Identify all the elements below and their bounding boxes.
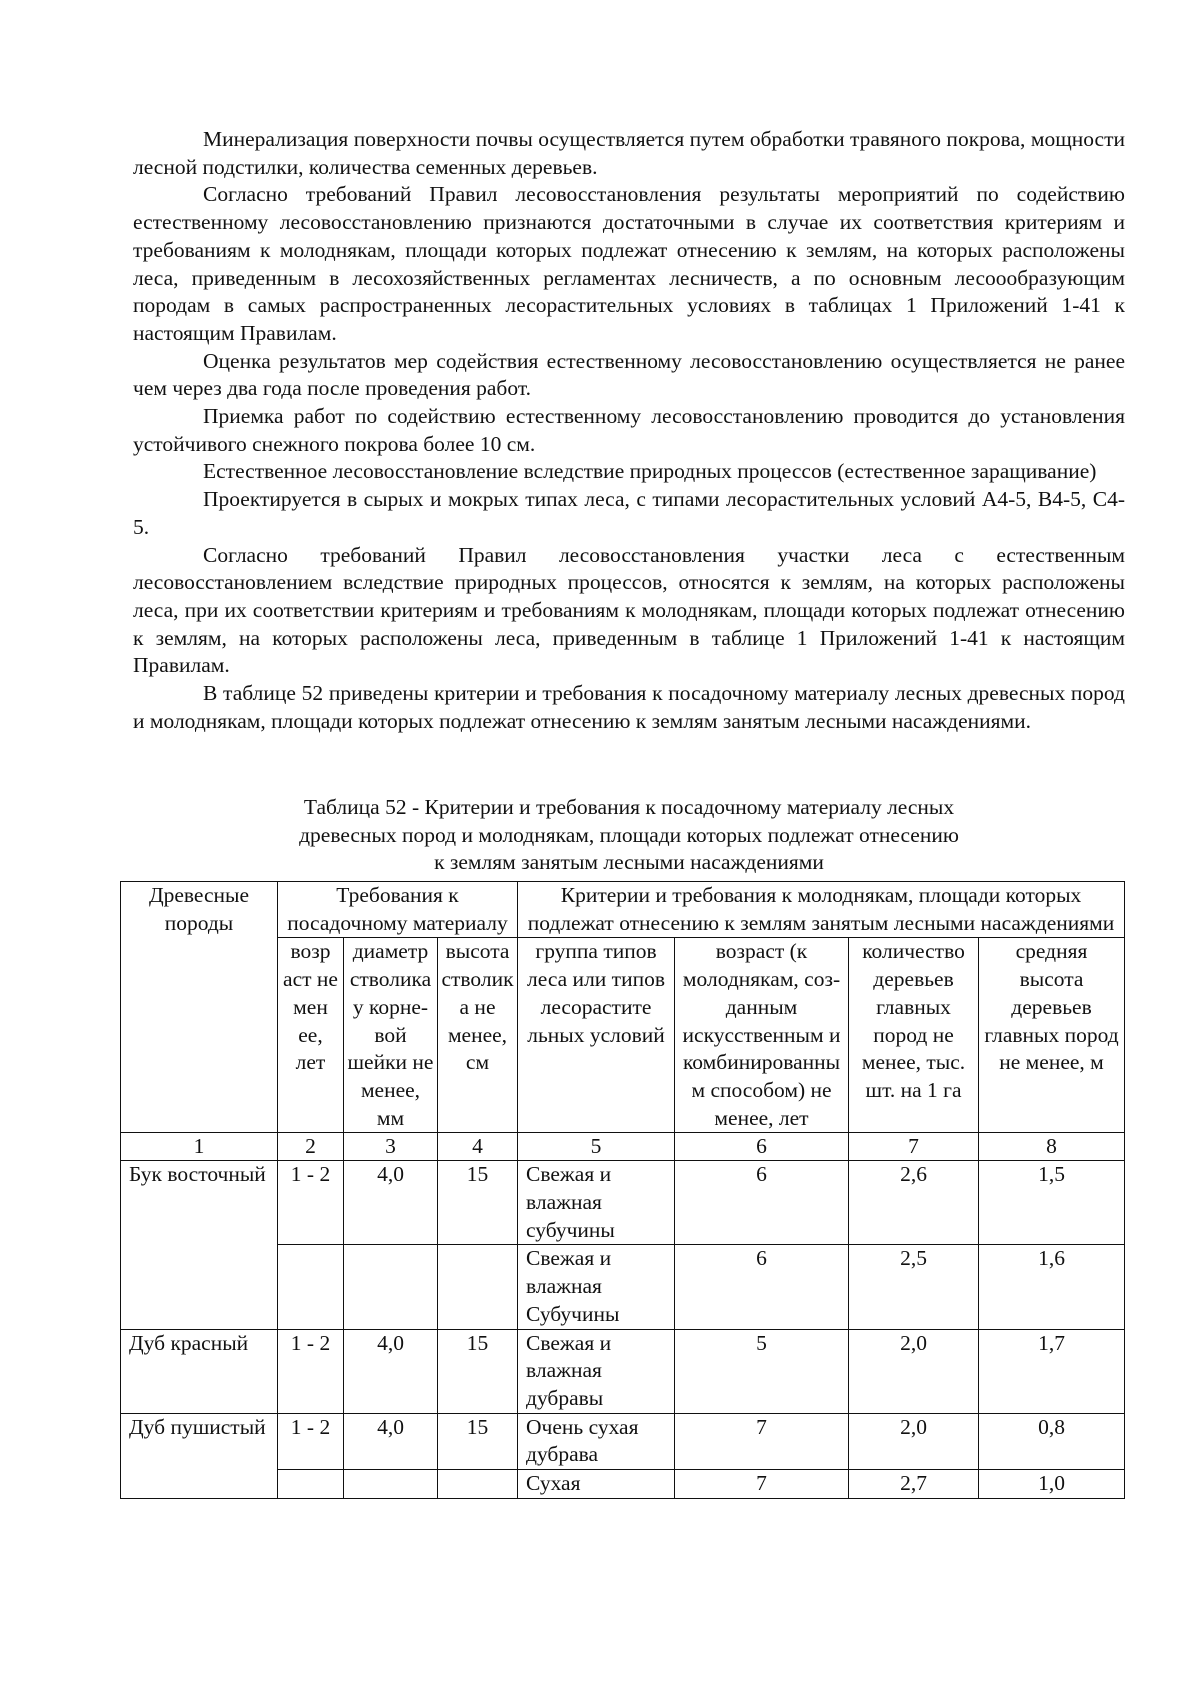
cell-group: Свежая и влажная Субучины <box>518 1245 675 1329</box>
header-mean-height: средняя высота деревьев главных пород не менее, м <box>979 938 1125 1133</box>
caption-line-3: к землям занятым лесными насаждениями <box>434 850 824 874</box>
cell-group: Сухая <box>518 1470 675 1499</box>
paragraph-7: Согласно требований Правил лесовосстановления участки леса с естественным лесовосстановлением вследствие природных процессов, относятся к землям, на которых расположены леса, при их соответствии критериям и требованиям к молоднякам, площади которых подлежат отнесению к землям, на которых расположены леса, приведенным в таблице 1 Приложений 1-41 к настоящим Правилам. <box>133 542 1125 678</box>
col-number: 6 <box>675 1133 849 1161</box>
table-caption <box>133 794 1125 877</box>
cell-height: 15 <box>438 1161 518 1245</box>
col-number: 3 <box>344 1133 438 1161</box>
paragraph-8: В таблице 52 приведены критерии и требования к посадочному материалу лесных древесных пород и молоднякам, площади которых подлежат отнесению к землям занятым лесными насаждениями. <box>133 681 1125 733</box>
cell-species: Дуб пушистый <box>121 1413 278 1498</box>
cell-group: Свежая и влажная субучины <box>518 1161 675 1245</box>
cell-young-age: 7 <box>675 1413 849 1469</box>
cell-age: 1 - 2 <box>278 1413 344 1469</box>
cell-diameter: 4,0 <box>344 1161 438 1245</box>
cell-diameter <box>344 1470 438 1499</box>
table-column-numbers <box>121 1133 1125 1161</box>
header-count: количество деревьев главных пород не менее, тыс. шт. на 1 га <box>849 938 979 1133</box>
header-young-age: возраст (к молоднякам, соз-данным искусственным и комбинированны м способом) не менее, лет <box>675 938 849 1133</box>
caption-line-2: древесных пород и молоднякам, площади которых подлежат отнесению <box>299 822 959 847</box>
paragraph-1: Минерализация поверхности почвы осуществляется путем обработки травяного покрова, мощности лесной подстилки, количества семенных деревьев. <box>133 127 1125 179</box>
cell-species: Дуб красный <box>121 1329 278 1413</box>
cell-height: 15 <box>438 1329 518 1413</box>
header-height: высота стволик а не менее, см <box>438 938 518 1133</box>
table-row <box>121 1161 1125 1245</box>
header-planting: Требования к посадочному материалу <box>278 882 518 938</box>
table-row <box>121 1329 1125 1413</box>
cell-mean-height: 1,5 <box>979 1161 1125 1245</box>
header-species: Древесные породы <box>121 882 278 1133</box>
paragraph-6: Проектируется в сырых и мокрых типах леса, с типами лесорастительных условий А4-5, В4-5, С4-5. <box>133 487 1125 539</box>
header-young: Критерии и требования к молоднякам, площади которых подлежат отнесению к землям занятым лесными насаждениями <box>518 882 1125 938</box>
cell-age: 1 - 2 <box>278 1161 344 1245</box>
cell-count: 2,6 <box>849 1161 979 1245</box>
col-number: 1 <box>121 1133 278 1161</box>
col-number: 7 <box>849 1133 979 1161</box>
cell-height: 15 <box>438 1413 518 1469</box>
paragraph-4: Приемка работ по содействию естественному лесовосстановлению проводится до установления устойчивого снежного покрова более 10 см. <box>133 404 1125 456</box>
cell-young-age: 7 <box>675 1470 849 1499</box>
cell-count: 2,7 <box>849 1470 979 1499</box>
paragraph-2: Согласно требований Правил лесовосстановления результаты мероприятий по содействию естественному лесовосстановлению признаются достаточными в случае их соответствия критериям и требованиям к молоднякам, площади которых подлежат отнесению к землям, на которых расположены леса, приведенным в лесохозяйственных регламентах лесничеств, а по основным лесоообразующим породам в самых распространенных лесорастительных условиях в таблицах 1 Приложений 1-41 к настоящим Правилам. <box>133 182 1125 345</box>
cell-mean-height: 1,0 <box>979 1470 1125 1499</box>
cell-young-age: 6 <box>675 1161 849 1245</box>
col-number: 4 <box>438 1133 518 1161</box>
cell-group: Свежая и влажная дубравы <box>518 1329 675 1413</box>
caption-line-1: Таблица 52 - Критерии и требования к посадочному материалу лесных <box>303 795 955 819</box>
cell-group: Очень сухая дубрава <box>518 1413 675 1469</box>
header-age: возр аст не мен ее, лет <box>278 938 344 1133</box>
cell-age <box>278 1245 344 1329</box>
criteria-table <box>120 881 1125 1499</box>
col-number: 5 <box>518 1133 675 1161</box>
cell-mean-height: 1,6 <box>979 1245 1125 1329</box>
cell-height <box>438 1245 518 1329</box>
cell-height <box>438 1470 518 1499</box>
cell-mean-height: 1,7 <box>979 1329 1125 1413</box>
cell-diameter <box>344 1245 438 1329</box>
table-header-row-1 <box>121 882 1125 938</box>
header-diameter: диаметр стволика у корне-вой шейки не менее, мм <box>344 938 438 1133</box>
col-number: 2 <box>278 1133 344 1161</box>
cell-species: Бук восточный <box>121 1161 278 1329</box>
cell-count: 2,0 <box>849 1329 979 1413</box>
col-number: 8 <box>979 1133 1125 1161</box>
cell-diameter: 4,0 <box>344 1413 438 1469</box>
paragraph-5: Естественное лесовосстановление вследствие природных процессов (естественное заращивание) <box>203 459 1097 484</box>
cell-young-age: 5 <box>675 1329 849 1413</box>
cell-mean-height: 0,8 <box>979 1413 1125 1469</box>
cell-age: 1 - 2 <box>278 1329 344 1413</box>
header-group: группа типов леса или типов лесорастите льных условий <box>518 938 675 1133</box>
cell-count: 2,0 <box>849 1413 979 1469</box>
cell-diameter: 4,0 <box>344 1329 438 1413</box>
cell-age <box>278 1470 344 1499</box>
cell-young-age: 6 <box>675 1245 849 1329</box>
paragraph-3: Оценка результатов мер содействия естественному лесовосстановлению осуществляется не ранее чем через два года после проведения работ. <box>133 348 1125 401</box>
table-row <box>121 1413 1125 1469</box>
cell-count: 2,5 <box>849 1245 979 1329</box>
document-page <box>129 126 1125 1496</box>
